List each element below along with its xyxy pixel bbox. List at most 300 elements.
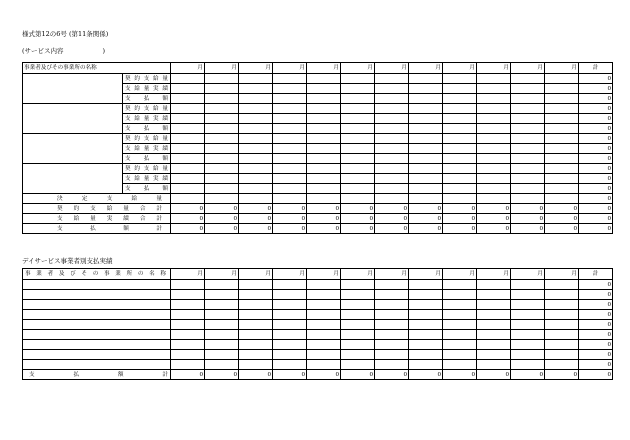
month-cell xyxy=(409,280,443,290)
month-cell xyxy=(443,74,477,84)
month-cell xyxy=(341,164,375,174)
month-cell xyxy=(409,330,443,340)
month-cell xyxy=(307,94,341,104)
month-cell xyxy=(443,194,477,204)
month-cell: 0 xyxy=(273,224,307,234)
month-cell xyxy=(375,280,409,290)
summary-row xyxy=(23,214,613,224)
month-cell xyxy=(545,330,579,340)
month-header: 月 xyxy=(545,63,579,74)
month-cell xyxy=(239,164,273,174)
month-cell: 0 xyxy=(205,224,239,234)
total-cell: 0 xyxy=(579,164,613,174)
month-cell xyxy=(239,350,273,360)
month-cell xyxy=(375,320,409,330)
month-cell xyxy=(171,154,205,164)
month-cell xyxy=(273,124,307,134)
month-cell: 0 xyxy=(409,224,443,234)
month-cell: 0 xyxy=(375,204,409,214)
month-cell xyxy=(273,330,307,340)
month-cell xyxy=(171,320,205,330)
table-row xyxy=(23,104,613,114)
month-cell xyxy=(307,134,341,144)
month-cell xyxy=(273,114,307,124)
month-cell xyxy=(409,134,443,144)
provider-name-cell xyxy=(23,310,171,320)
provider-name-cell xyxy=(23,104,123,134)
month-cell xyxy=(273,74,307,84)
total-cell: 0 xyxy=(579,280,613,290)
month-cell xyxy=(375,84,409,94)
provider-name-cell xyxy=(23,320,171,330)
month-cell xyxy=(273,134,307,144)
month-cell xyxy=(307,104,341,114)
month-cell xyxy=(545,310,579,320)
month-cell: 0 xyxy=(443,370,477,380)
month-cell xyxy=(273,350,307,360)
month-cell xyxy=(477,280,511,290)
row-label: 支 払 額 xyxy=(123,184,171,194)
header-name: 事業者及びその事業所の名称 xyxy=(23,269,171,280)
row-label: 支給量実績 xyxy=(123,174,171,184)
month-cell xyxy=(511,164,545,174)
month-cell xyxy=(545,280,579,290)
month-cell xyxy=(239,74,273,84)
month-cell xyxy=(205,310,239,320)
total-cell: 0 xyxy=(579,290,613,300)
month-cell xyxy=(239,114,273,124)
month-cell xyxy=(511,114,545,124)
month-cell xyxy=(443,114,477,124)
month-cell xyxy=(341,74,375,84)
month-cell xyxy=(409,350,443,360)
month-header: 月 xyxy=(341,63,375,74)
month-cell xyxy=(545,74,579,84)
month-cell: 0 xyxy=(307,214,341,224)
total-cell: 0 xyxy=(579,330,613,340)
total-cell: 0 xyxy=(579,370,613,380)
contract-amount-table xyxy=(22,62,613,234)
row-label: 支 払 額 xyxy=(123,124,171,134)
month-cell xyxy=(511,360,545,370)
month-cell xyxy=(409,94,443,104)
total-cell: 0 xyxy=(579,224,613,234)
month-cell xyxy=(205,280,239,290)
month-cell xyxy=(409,144,443,154)
month-cell xyxy=(409,124,443,134)
month-cell: 0 xyxy=(375,214,409,224)
month-cell xyxy=(545,194,579,204)
row-label: 契約支給量 xyxy=(123,134,171,144)
month-cell: 0 xyxy=(205,370,239,380)
month-cell xyxy=(375,350,409,360)
total-cell: 0 xyxy=(579,114,613,124)
month-cell xyxy=(511,350,545,360)
month-cell xyxy=(171,330,205,340)
month-cell xyxy=(375,184,409,194)
month-cell xyxy=(375,104,409,114)
month-cell xyxy=(307,154,341,164)
total-cell: 0 xyxy=(579,154,613,164)
footer-row xyxy=(23,370,613,380)
total-header: 計 xyxy=(579,63,613,74)
month-cell xyxy=(511,310,545,320)
month-cell xyxy=(341,114,375,124)
month-cell xyxy=(341,350,375,360)
month-cell xyxy=(171,194,205,204)
month-header: 月 xyxy=(511,269,545,280)
month-cell: 0 xyxy=(477,370,511,380)
month-cell: 0 xyxy=(511,370,545,380)
month-cell xyxy=(375,290,409,300)
month-cell xyxy=(239,300,273,310)
month-cell xyxy=(375,124,409,134)
summary-label: 契約支給量合計 xyxy=(23,204,171,214)
month-cell xyxy=(477,104,511,114)
month-cell xyxy=(477,154,511,164)
month-cell xyxy=(477,74,511,84)
month-cell xyxy=(341,340,375,350)
provider-name-cell xyxy=(23,340,171,350)
month-cell xyxy=(341,174,375,184)
month-cell xyxy=(375,174,409,184)
month-cell xyxy=(443,124,477,134)
month-cell xyxy=(443,134,477,144)
table-row xyxy=(23,280,613,290)
month-cell xyxy=(205,124,239,134)
month-cell xyxy=(171,84,205,94)
total-cell: 0 xyxy=(579,104,613,114)
provider-name-cell xyxy=(23,360,171,370)
month-cell xyxy=(273,300,307,310)
month-cell: 0 xyxy=(171,204,205,214)
month-cell xyxy=(205,94,239,104)
month-cell xyxy=(511,174,545,184)
row-label: 支給量実績 xyxy=(123,144,171,154)
month-cell xyxy=(239,124,273,134)
month-cell xyxy=(239,310,273,320)
month-cell xyxy=(171,290,205,300)
row-label: 支給量実績 xyxy=(123,84,171,94)
month-cell xyxy=(477,340,511,350)
month-cell: 0 xyxy=(239,224,273,234)
month-cell: 0 xyxy=(273,370,307,380)
month-cell: 0 xyxy=(511,204,545,214)
month-header: 月 xyxy=(273,269,307,280)
month-cell xyxy=(205,84,239,94)
provider-name-cell xyxy=(23,350,171,360)
summary-row xyxy=(23,204,613,214)
month-cell xyxy=(409,320,443,330)
month-cell xyxy=(273,84,307,94)
month-cell xyxy=(409,74,443,84)
month-cell xyxy=(239,174,273,184)
month-cell xyxy=(545,114,579,124)
month-cell xyxy=(375,154,409,164)
month-cell xyxy=(545,320,579,330)
month-cell: 0 xyxy=(307,370,341,380)
month-header: 月 xyxy=(273,63,307,74)
month-cell xyxy=(171,164,205,174)
row-label: 契約支給量 xyxy=(123,74,171,84)
month-cell xyxy=(443,310,477,320)
provider-name-cell xyxy=(23,300,171,310)
month-cell xyxy=(545,94,579,104)
summary-label: 支 払 額 計 xyxy=(23,224,171,234)
total-cell: 0 xyxy=(579,310,613,320)
month-cell xyxy=(273,194,307,204)
month-cell xyxy=(239,194,273,204)
month-cell: 0 xyxy=(205,214,239,224)
month-cell xyxy=(205,330,239,340)
month-cell xyxy=(307,144,341,154)
month-cell: 0 xyxy=(409,370,443,380)
month-cell xyxy=(409,104,443,114)
month-header: 月 xyxy=(239,269,273,280)
provider-name-cell xyxy=(23,134,123,164)
month-cell xyxy=(409,310,443,320)
month-cell xyxy=(205,194,239,204)
month-cell xyxy=(341,184,375,194)
month-cell xyxy=(307,184,341,194)
month-cell: 0 xyxy=(239,370,273,380)
month-cell xyxy=(545,124,579,134)
total-cell: 0 xyxy=(579,340,613,350)
month-cell: 0 xyxy=(409,204,443,214)
month-cell xyxy=(307,84,341,94)
total-cell: 0 xyxy=(579,300,613,310)
month-cell xyxy=(375,94,409,104)
month-header: 月 xyxy=(171,269,205,280)
month-cell xyxy=(443,184,477,194)
month-cell xyxy=(273,94,307,104)
month-cell xyxy=(205,340,239,350)
table-row xyxy=(23,320,613,330)
month-cell xyxy=(341,194,375,204)
month-cell xyxy=(443,154,477,164)
month-cell xyxy=(205,164,239,174)
month-cell xyxy=(409,340,443,350)
month-cell xyxy=(205,114,239,124)
month-cell xyxy=(409,114,443,124)
table-row xyxy=(23,290,613,300)
month-cell xyxy=(409,84,443,94)
month-cell: 0 xyxy=(239,204,273,214)
month-cell xyxy=(375,114,409,124)
month-header: 月 xyxy=(443,269,477,280)
month-cell xyxy=(307,74,341,84)
month-header: 月 xyxy=(239,63,273,74)
table-row xyxy=(23,310,613,320)
month-cell xyxy=(239,94,273,104)
summary-label: 決 定 支 給 量 xyxy=(23,194,171,204)
month-cell xyxy=(545,134,579,144)
month-cell: 0 xyxy=(341,214,375,224)
month-cell xyxy=(307,360,341,370)
month-cell xyxy=(205,350,239,360)
month-cell xyxy=(511,320,545,330)
month-cell xyxy=(477,174,511,184)
month-cell xyxy=(443,104,477,114)
total-cell: 0 xyxy=(579,184,613,194)
total-cell: 0 xyxy=(579,84,613,94)
month-cell xyxy=(205,134,239,144)
month-cell: 0 xyxy=(273,204,307,214)
month-cell xyxy=(545,300,579,310)
month-cell xyxy=(273,360,307,370)
month-cell xyxy=(545,340,579,350)
month-cell: 0 xyxy=(341,204,375,214)
month-cell xyxy=(273,154,307,164)
table-row xyxy=(23,330,613,340)
month-cell xyxy=(511,194,545,204)
provider-name-cell xyxy=(23,280,171,290)
month-cell xyxy=(477,94,511,104)
month-cell xyxy=(341,320,375,330)
month-cell: 0 xyxy=(307,224,341,234)
month-cell xyxy=(239,330,273,340)
month-cell xyxy=(443,320,477,330)
month-cell xyxy=(511,340,545,350)
month-cell xyxy=(443,144,477,154)
month-cell xyxy=(273,310,307,320)
month-cell xyxy=(307,290,341,300)
header-name: 事業者及びその事業所の名称 xyxy=(23,63,171,74)
month-cell xyxy=(511,144,545,154)
month-cell xyxy=(409,194,443,204)
month-cell xyxy=(273,104,307,114)
month-cell xyxy=(545,350,579,360)
total-cell: 0 xyxy=(579,134,613,144)
month-cell xyxy=(477,144,511,154)
month-cell xyxy=(273,184,307,194)
month-cell xyxy=(171,310,205,320)
month-cell: 0 xyxy=(409,214,443,224)
month-cell xyxy=(443,360,477,370)
month-header: 月 xyxy=(409,269,443,280)
row-label: 契約支給量 xyxy=(123,104,171,114)
month-cell xyxy=(341,290,375,300)
month-cell xyxy=(477,134,511,144)
month-cell xyxy=(239,144,273,154)
month-header: 月 xyxy=(307,63,341,74)
row-label: 支給量実績 xyxy=(123,114,171,124)
month-cell xyxy=(511,184,545,194)
month-cell xyxy=(511,124,545,134)
month-cell xyxy=(375,330,409,340)
month-cell xyxy=(239,84,273,94)
month-cell xyxy=(477,184,511,194)
total-cell: 0 xyxy=(579,194,613,204)
month-cell xyxy=(477,310,511,320)
month-cell xyxy=(307,114,341,124)
month-cell: 0 xyxy=(205,204,239,214)
month-cell xyxy=(273,144,307,154)
month-cell xyxy=(273,280,307,290)
footer-label: 支 払 額 計 xyxy=(23,370,171,380)
month-cell xyxy=(477,84,511,94)
month-cell: 0 xyxy=(375,224,409,234)
month-cell xyxy=(239,360,273,370)
month-cell xyxy=(273,290,307,300)
month-cell xyxy=(171,350,205,360)
total-cell: 0 xyxy=(579,204,613,214)
month-cell xyxy=(477,300,511,310)
month-cell xyxy=(545,164,579,174)
month-cell: 0 xyxy=(341,224,375,234)
month-cell xyxy=(307,330,341,340)
month-cell xyxy=(205,154,239,164)
total-header: 計 xyxy=(579,269,613,280)
month-header: 月 xyxy=(307,269,341,280)
month-cell: 0 xyxy=(545,224,579,234)
month-cell xyxy=(511,300,545,310)
month-cell xyxy=(307,350,341,360)
month-cell xyxy=(375,300,409,310)
month-cell: 0 xyxy=(511,224,545,234)
month-cell: 0 xyxy=(545,370,579,380)
month-cell: 0 xyxy=(477,204,511,214)
month-cell xyxy=(307,280,341,290)
month-cell xyxy=(375,144,409,154)
month-cell xyxy=(477,360,511,370)
month-header: 月 xyxy=(205,269,239,280)
month-cell xyxy=(409,174,443,184)
month-cell: 0 xyxy=(443,224,477,234)
month-cell xyxy=(171,94,205,104)
month-cell xyxy=(511,104,545,114)
month-cell xyxy=(171,340,205,350)
month-header: 月 xyxy=(375,269,409,280)
month-cell xyxy=(307,310,341,320)
month-cell xyxy=(443,290,477,300)
month-cell xyxy=(409,360,443,370)
month-cell: 0 xyxy=(545,214,579,224)
month-cell xyxy=(443,164,477,174)
total-cell: 0 xyxy=(579,214,613,224)
total-cell: 0 xyxy=(579,350,613,360)
month-cell: 0 xyxy=(239,214,273,224)
total-cell: 0 xyxy=(579,94,613,104)
month-cell: 0 xyxy=(477,214,511,224)
table-row xyxy=(23,300,613,310)
month-cell xyxy=(443,330,477,340)
month-cell xyxy=(511,290,545,300)
month-cell xyxy=(307,320,341,330)
month-cell xyxy=(205,290,239,300)
month-cell xyxy=(545,174,579,184)
payment-record-table xyxy=(22,268,613,380)
month-cell xyxy=(341,124,375,134)
table-row xyxy=(23,164,613,174)
month-cell xyxy=(341,330,375,340)
month-cell xyxy=(443,94,477,104)
month-cell xyxy=(205,320,239,330)
month-cell xyxy=(409,184,443,194)
month-header: 月 xyxy=(341,269,375,280)
month-cell: 0 xyxy=(171,214,205,224)
month-header: 月 xyxy=(375,63,409,74)
month-cell xyxy=(171,300,205,310)
month-cell xyxy=(171,184,205,194)
provider-name-cell xyxy=(23,290,171,300)
month-cell xyxy=(171,74,205,84)
service-label: (サービス内容 ) xyxy=(22,47,106,55)
month-cell xyxy=(205,360,239,370)
month-cell xyxy=(239,154,273,164)
month-cell xyxy=(341,84,375,94)
summary-label: 支給量実績合計 xyxy=(23,214,171,224)
